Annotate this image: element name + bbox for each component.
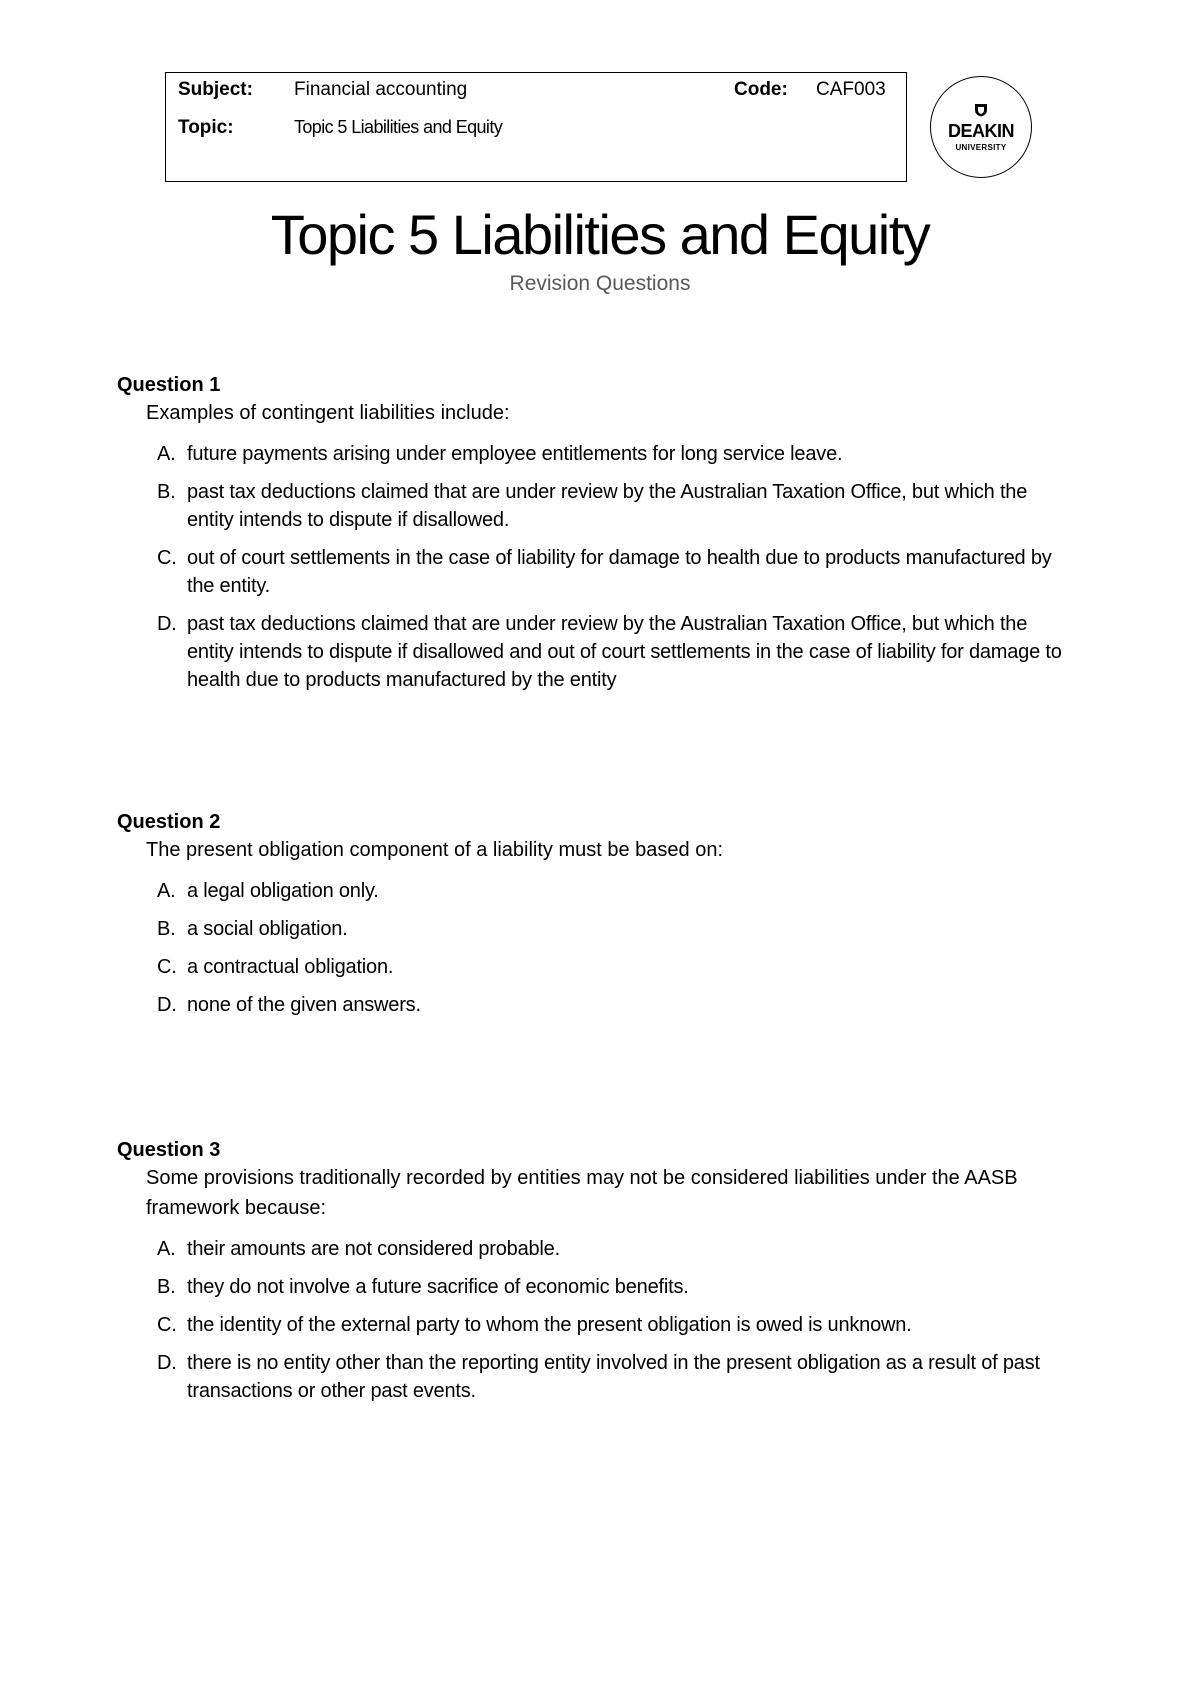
option-b: [117, 1273, 1077, 1301]
option-d: [117, 610, 1077, 694]
page-title: Topic 5 Liabilities and Equity: [270, 203, 930, 266]
option-b: [117, 915, 1077, 943]
option-letter: A.: [157, 1238, 176, 1260]
logo-subtitle: UNIVERSITY: [955, 143, 1007, 152]
question-heading: Question 1: [117, 374, 221, 396]
option-text: a contractual obligation.: [187, 956, 394, 978]
question-2: [117, 809, 1077, 1029]
option-letter: B.: [157, 918, 176, 940]
option-text: past tax deductions claimed that are under review by the Australian Taxation Office, but which the entity intends to dispute if disallowed.: [187, 481, 1028, 531]
question-1: [117, 372, 1077, 704]
option-a: [117, 877, 1077, 905]
option-letter: C.: [157, 1314, 177, 1336]
option-text: future payments arising under employee entitlements for long service leave.: [187, 443, 843, 465]
option-text: there is no entity other than the reporting entity involved in the present obligation as a result of past transactions or other past events.: [187, 1352, 1040, 1402]
header-box: [165, 72, 907, 182]
subject-label: Subject:: [178, 79, 253, 100]
option-text: none of the given answers.: [187, 994, 421, 1016]
option-c: [117, 953, 1077, 981]
code-label: Code:: [734, 79, 788, 100]
option-b: [117, 478, 1077, 534]
option-d: [117, 1349, 1077, 1405]
option-c: [117, 544, 1077, 600]
option-d: [117, 991, 1077, 1019]
option-text: their amounts are not considered probable.: [187, 1238, 560, 1260]
option-text: out of court settlements in the case of liability for damage to health due to products manufactured by the entity.: [187, 547, 1052, 597]
option-letter: D.: [157, 613, 177, 635]
option-text: they do not involve a future sacrifice of economic benefits.: [187, 1276, 689, 1298]
question-stem: The present obligation component of a liability must be based on:: [146, 839, 724, 861]
option-letter: B.: [157, 1276, 176, 1298]
option-letter: A.: [157, 880, 176, 902]
option-letter: C.: [157, 547, 177, 569]
option-letter: A.: [157, 443, 176, 465]
option-text: the identity of the external party to whom the present obligation is owed is unknown.: [187, 1314, 912, 1336]
question-stem: Some provisions traditionally recorded by entities may not be considered liabilities under the AASB framework because:: [146, 1167, 1018, 1219]
option-a: [117, 1235, 1077, 1263]
deakin-logo: [930, 76, 1032, 178]
option-list: [117, 1235, 1077, 1405]
option-list: [117, 877, 1077, 1019]
question-3: [117, 1137, 1077, 1415]
topic-value: Topic 5 Liabilities and Equity: [294, 117, 503, 137]
code-value: CAF003: [816, 79, 886, 100]
crest-icon: [974, 103, 988, 117]
option-list: [117, 440, 1077, 694]
option-text: a social obligation.: [187, 918, 348, 940]
logo-name: DEAKIN: [947, 121, 1014, 141]
option-a: [117, 440, 1077, 468]
option-c: [117, 1311, 1077, 1339]
subject-value: Financial accounting: [294, 79, 468, 100]
option-letter: D.: [157, 994, 177, 1016]
option-letter: C.: [157, 956, 177, 978]
option-text: a legal obligation only.: [187, 880, 379, 902]
option-text: past tax deductions claimed that are under review by the Australian Taxation Office, but which the entity intends to dispute if disallowed and out of court settlements in the case of liability for damage to health due to products manufactured by the entity: [187, 613, 1062, 691]
question-heading: Question 3: [117, 1139, 221, 1161]
topic-label: Topic:: [178, 117, 234, 138]
option-letter: B.: [157, 481, 176, 503]
option-letter: D.: [157, 1352, 177, 1374]
page-subtitle: Revision Questions: [509, 272, 691, 295]
question-stem: Examples of contingent liabilities include:: [146, 402, 510, 424]
question-heading: Question 2: [117, 811, 221, 833]
